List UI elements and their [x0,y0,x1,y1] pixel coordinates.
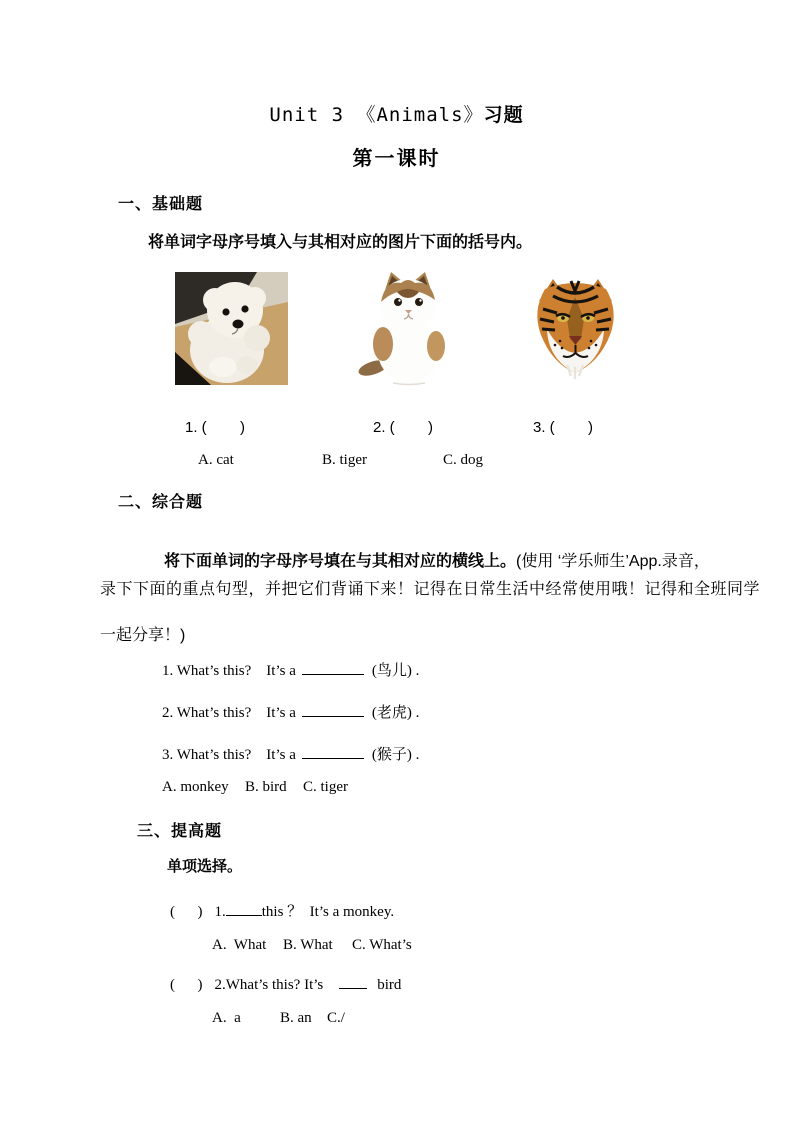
doc-title [0,100,793,127]
dog-photo [175,272,288,385]
option-b-bird: B. bird [245,779,287,795]
answer-slot-1: 1. ( ) [185,419,246,436]
section3-heading: 三、提高题 [137,823,223,840]
section2-note-line2: 录下下面的重点句型，并把它们背诵下来！记得在日常生活中经常使用哦！记得和全班同学 [100,581,761,598]
section1-heading: 一、基础题 [118,196,204,213]
section2-heading: 二、综合题 [118,494,204,511]
s2-q3-blank [302,743,364,759]
option-a-monkey: A. monkey [162,779,229,795]
tiger-image [527,273,624,385]
s2-q2-mid: It’s a [266,705,296,721]
s2-question-3 [162,743,419,764]
s2-q1-mid: It’s a [266,663,296,679]
s3-question-2 [170,973,401,994]
s2-q3-text: 3. What’s this? [162,747,252,763]
section2-note-inline: (使用 ‘学乐师生’App.录音， [516,553,710,570]
s2-q2-hint: (老虎) . [371,705,420,721]
s3-q1-blank [226,900,262,916]
option-a-cat: A. cat [198,452,234,468]
s3-q2-rest: bird [377,977,402,993]
s3-q1-rest: this ？ It’s a monkey. [261,904,395,920]
doc-title-zh: 习题 [483,104,524,126]
s2-question-2 [162,701,419,722]
s3-q2-option-b: B. an [280,1010,312,1026]
s2-q1-hint: (鸟儿) . [371,663,420,679]
answer-slot-3: 3. ( ) [533,419,594,436]
s2-q2-blank [302,701,364,717]
s3-question-1 [170,900,394,921]
tiger-image-graphic [527,273,624,385]
s3-q1-paren: ( ) [170,904,203,920]
s3-q1-option-c: C. What’s [352,937,412,953]
cat-photo-graphic [357,268,461,386]
s2-q3-hint: (猴子) . [371,747,420,763]
s3-q1-option-b: B. What [283,937,333,953]
section2-instruction-bold: 将下面单词的字母序号填在与其相对应的横线上。 [164,553,517,570]
doc-subtitle: 第一课时 [352,148,441,170]
option-c-dog: C. dog [443,452,484,468]
section1-instruction: 将单词字母序号填入与其相对应的图片下面的括号内。 [148,234,533,251]
s3-q2-option-c: C./ [327,1010,345,1026]
option-c-tiger: C. tiger [303,779,348,795]
cat-photo [357,268,461,386]
s2-q1-blank [302,659,364,675]
s3-q2-paren: ( ) [170,977,203,993]
answer-slot-2: 2. ( ) [373,419,434,436]
s3-q2-option-a: A. a [212,1010,241,1026]
s3-q2-text: 2.What’s this? It’s [214,977,324,993]
s2-q2-text: 2. What’s this? [162,705,252,721]
s3-q2-blank [339,973,367,989]
doc-title-latin: Unit 3 《Animals》 [269,104,484,126]
s2-question-1 [162,659,419,680]
option-b-tiger: B. tiger [322,452,367,468]
s3-q1-option-a: A. What [212,937,267,953]
s3-q1-num: 1. [214,904,226,920]
dog-photo-graphic [175,272,288,385]
s2-q1-text: 1. What’s this? [162,663,252,679]
section3-subheading: 单项选择。 [167,858,243,875]
s2-q3-mid: It’s a [266,747,296,763]
section2-note-line3: 一起分享！) [100,627,186,644]
